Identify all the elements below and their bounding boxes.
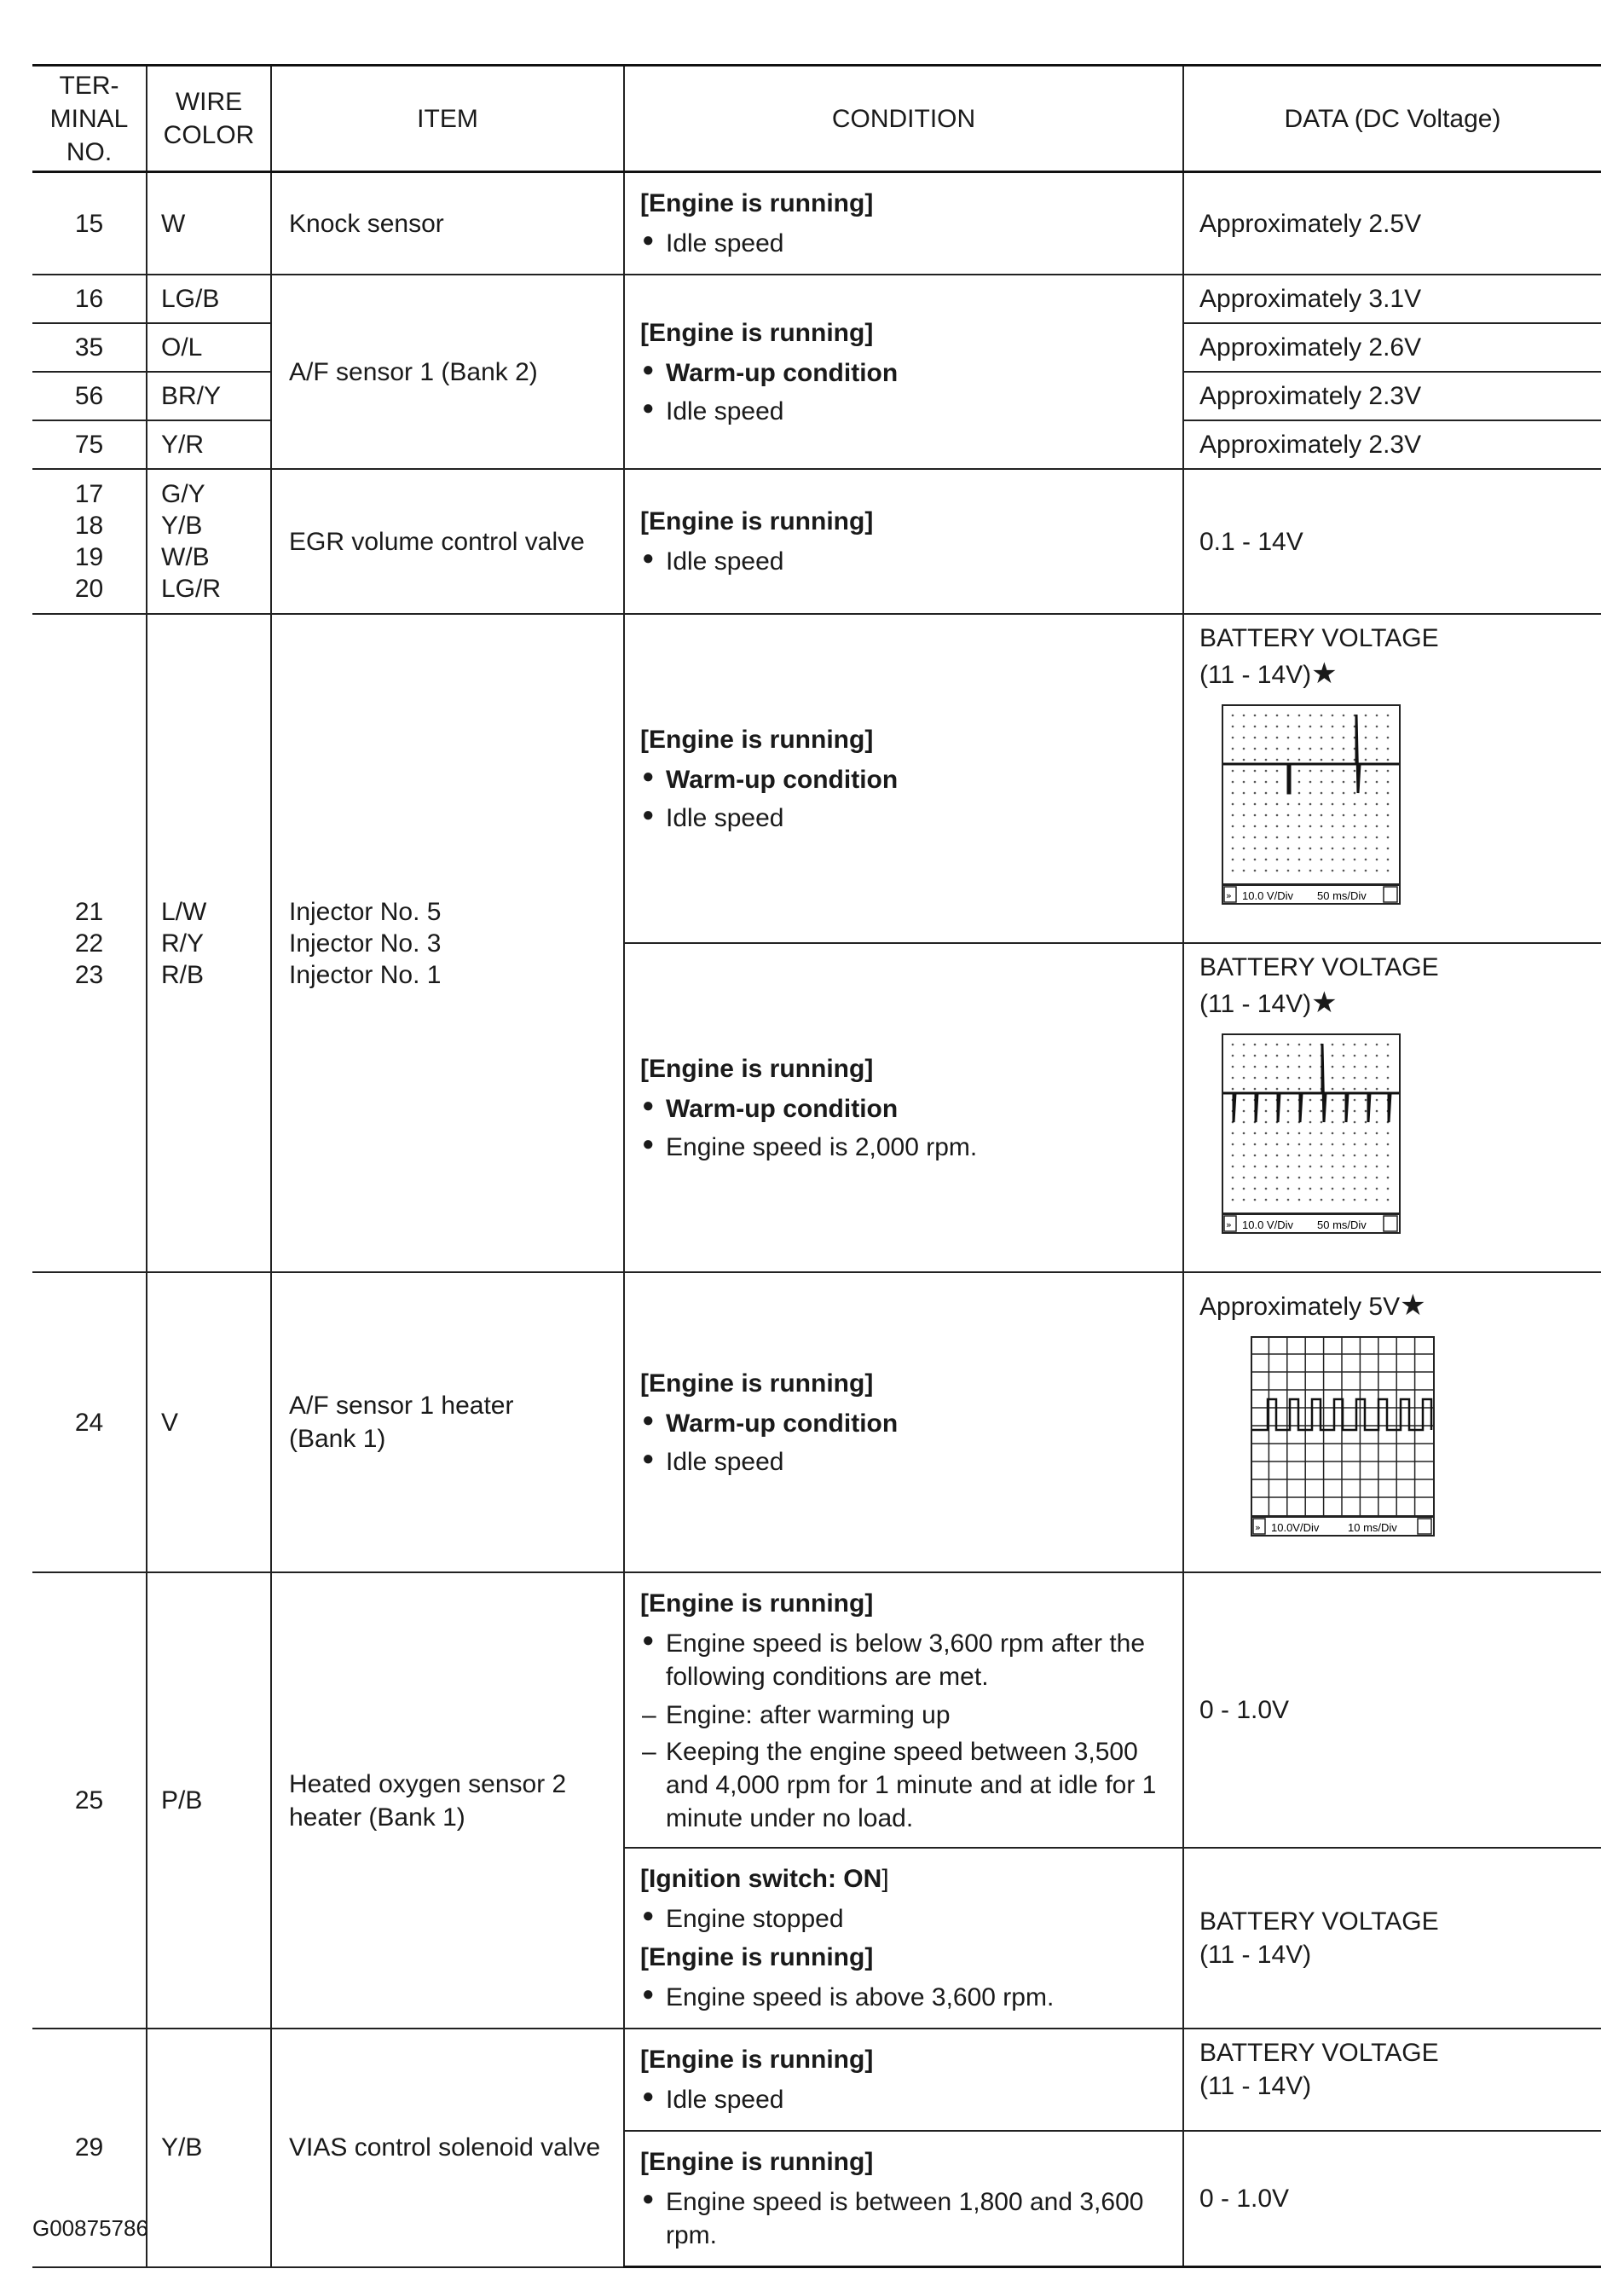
data-cell: BATTERY VOLTAGE (11 - 14V)★ » 10.0 V/Div 50 ms/Div — [1183, 614, 1601, 943]
data-cell: 0 - 1.0V — [1183, 1572, 1601, 1848]
condition-cell: [Engine is running] ● Warm-up condition ● Idle speed — [624, 614, 1183, 943]
svg-text:50 ms/Div: 50 ms/Div — [1317, 1218, 1367, 1232]
terminal-cell: 25 — [32, 1572, 147, 2029]
header-data: DATA (DC Voltage) — [1183, 66, 1601, 172]
table-row: 16 LG/B A/F sensor 1 (Bank 2) [Engine is running] ● Warm-up condition ● Idle speed Approximately 3.1V — [32, 275, 1601, 323]
table-row — [32, 469, 1601, 614]
terminal-cell: 17 18 19 20 — [32, 469, 147, 614]
header-row — [32, 66, 1601, 172]
table-row — [32, 1572, 1601, 1848]
table-row — [32, 2029, 1601, 2131]
svg-text:10 ms/Div: 10 ms/Div — [1348, 1521, 1397, 1535]
data-cell: 0 - 1.0V — [1183, 2131, 1601, 2267]
data-cell: BATTERY VOLTAGE (11 - 14V) — [1183, 1848, 1601, 2029]
condition-cell: [Engine is running] ● Engine speed is below 3,600 rpm after the following conditions are met. – Engine: after warming up – Keeping the engine speed between 3,500 and 4,000 rpm for 1 minute and at idle for 1 minute under no load. — [624, 1572, 1183, 1848]
terminal-cell: 29 — [32, 2029, 147, 2267]
condition-cell: [Engine is running] ● Idle speed — [624, 172, 1183, 275]
condition-cell: [Ignition switch: ON] ● Engine stopped [Engine is running] ● Engine speed is above 3,600 rpm. — [624, 1848, 1183, 2029]
oscilloscope-waveform-heater — [1251, 1336, 1435, 1537]
svg-text:50 ms/Div: 50 ms/Div — [1317, 889, 1367, 903]
condition-cell: [Engine is running] ● Warm-up condition ● Engine speed is 2,000 rpm. — [624, 943, 1183, 1272]
data-cell: BATTERY VOLTAGE (11 - 14V) — [1183, 2029, 1601, 2131]
table-row — [32, 1272, 1601, 1572]
header-item: ITEM — [271, 66, 624, 172]
item-cell: Knock sensor — [271, 172, 624, 275]
wire-color-cell: G/Y Y/B W/B LG/R — [147, 469, 271, 614]
table-row: 75 Y/R Approximately 2.3V — [32, 420, 1601, 469]
terminal-cell: 15 — [32, 172, 147, 275]
table-row: 35 O/L Approximately 2.6V — [32, 323, 1601, 372]
wire-color-cell: V — [147, 1272, 271, 1572]
terminal-cell: 21 22 23 — [32, 614, 147, 1272]
header-wire-color: WIRE COLOR — [147, 66, 271, 172]
condition-cell: [Engine is running] ● Idle speed — [624, 2029, 1183, 2131]
data-cell: BATTERY VOLTAGE (11 - 14V)★ » 10.0 V/Div 50 ms/Div — [1183, 943, 1601, 1272]
figure-code: G00875786 — [32, 2215, 148, 2241]
svg-text:»: » — [1226, 1219, 1232, 1231]
svg-text:»: » — [1255, 1522, 1261, 1534]
svg-text:10.0 V/Div: 10.0 V/Div — [1242, 1218, 1293, 1232]
item-cell: A/F sensor 1 heater (Bank 1) — [271, 1272, 624, 1572]
condition-cell: [Engine is running] ● Warm-up condition ● Idle speed — [624, 275, 1183, 469]
oscilloscope-waveform-2000rpm — [1222, 1033, 1401, 1235]
header-terminal: TER- MINAL NO. — [32, 66, 147, 172]
star-icon: ★ — [1400, 1289, 1426, 1322]
wire-color-cell: P/B — [147, 1572, 271, 2029]
svg-text:»: » — [1226, 890, 1232, 902]
item-cell: A/F sensor 1 (Bank 2) — [271, 275, 624, 469]
data-cell: 0.1 - 14V — [1183, 469, 1601, 614]
item-cell: Injector No. 5 Injector No. 3 Injector No. 1 — [271, 614, 624, 1272]
wire-color-cell: W — [147, 172, 271, 275]
wire-color-cell: L/W R/Y R/B — [147, 614, 271, 1272]
terminal-cell: 24 — [32, 1272, 147, 1572]
star-icon: ★ — [1311, 657, 1338, 690]
header-condition: CONDITION — [624, 66, 1183, 172]
table-row — [32, 614, 1601, 943]
condition-cell: [Engine is running] ● Engine speed is between 1,800 and 3,600 rpm. — [624, 2131, 1183, 2267]
table-row — [32, 172, 1601, 275]
data-cell: Approximately 2.5V — [1183, 172, 1601, 275]
item-cell: VIAS control solenoid valve — [271, 2029, 624, 2267]
svg-text:10.0 V/Div: 10.0 V/Div — [1242, 889, 1293, 903]
table-row: 56 BR/Y Approximately 2.3V — [32, 372, 1601, 420]
svg-text:10.0V/Div: 10.0V/Div — [1271, 1521, 1320, 1535]
oscilloscope-waveform-idle — [1222, 704, 1401, 906]
wire-color-cell: Y/B — [147, 2029, 271, 2267]
condition-cell: [Engine is running] ● Warm-up condition ● Idle speed — [624, 1272, 1183, 1572]
condition-cell: [Engine is running] ● Idle speed — [624, 469, 1183, 614]
star-icon: ★ — [1311, 987, 1338, 1019]
ecm-terminal-table — [32, 64, 1601, 2268]
item-cell: EGR volume control valve — [271, 469, 624, 614]
data-cell: Approximately 5V★ » 10.0V/Div 10 ms/Div — [1183, 1272, 1601, 1572]
item-cell: Heated oxygen sensor 2 heater (Bank 1) — [271, 1572, 624, 2029]
